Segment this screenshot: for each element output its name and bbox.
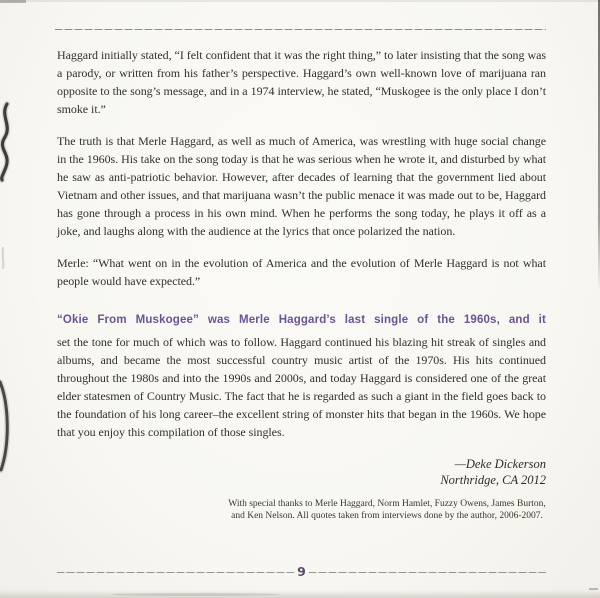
scan-bottom-smudge bbox=[110, 593, 280, 596]
scan-bottomright-mark bbox=[589, 588, 598, 590]
scan-topleft-mark bbox=[0, 0, 26, 3]
footer-rule-right bbox=[309, 572, 546, 573]
text-column bbox=[57, 46, 546, 522]
left-faint-streak bbox=[3, 248, 4, 268]
acknowledgements-line1: With special thanks to Merle Haggard, Norm Hamlet, Fuzzy Owens, James Burton, bbox=[228, 499, 546, 509]
signature-location: Northridge, CA 2012 bbox=[440, 472, 546, 487]
scan-left-edge-marks bbox=[0, 0, 16, 598]
left-squiggle-echo bbox=[2, 104, 8, 180]
scan-top-edge-shadow bbox=[0, 0, 600, 2]
paragraph-merle-quote: Merle: “What went on in the evolution of America and the evolution of Merle Haggard is not what people would have expected.” bbox=[57, 256, 546, 288]
paragraph-haggard-initially: Haggard initially stated, “I felt confident that it was the right thing,” to later insisting that the song was a parody, or written from his father’s perspective. Haggard’s own well-known love of marijuana ran opposite to the song’s message, and in a 1974 interview, he stated, “Muskogee is the only place I don’t smoke it.” bbox=[57, 48, 546, 116]
signature-name: —Deke Dickerson bbox=[454, 457, 546, 471]
left-arc-mark bbox=[0, 382, 7, 470]
author-signature bbox=[57, 457, 546, 488]
paragraph-highlight-rest: set the tone for much of which was to follow. Haggard continued his blazing hit streak of singles and albums, and became the most successful country music artist of the 1970s. His hits continued throughout the 1980s and into the 1990s and 2000s, and today Haggard is considered one of the great elder statesmen of Country Music. The fact that he is regarded as such a giant in the field goes back to the foundation of his long career–the excellent string of monster hits that began in the 1960s. We hope that you enjoy this compilation of those singles. bbox=[57, 335, 546, 439]
page-number: 9 bbox=[297, 564, 306, 579]
scan-bottom-shadow bbox=[0, 590, 600, 598]
top-rule bbox=[55, 29, 546, 30]
acknowledgements-line2: and Ken Nelson. All quotes taken from interviews done by the author, 2006-2007. bbox=[231, 511, 543, 521]
left-arc-echo bbox=[0, 382, 7, 470]
footer-rule-left bbox=[57, 572, 294, 573]
footer bbox=[57, 565, 546, 579]
highlight-lead-line: “Okie From Muskogee” was Merle Haggard’s last single of the 1960s, and it bbox=[57, 314, 546, 326]
left-squiggle-mark bbox=[2, 104, 8, 180]
paragraph-the-truth: The truth is that Merle Haggard, as well as much of America, was wrestling with huge social change in the 1960s. His take on the song today is that he was serious when he wrote it, and disturbed by what he saw as anti-patriotic behavior. However, after decades of learning that the government lied about Vietnam and other issues, and that marijuana wasn’t the public menace it was made out to be, Haggard has gone through a process in his own mind. When he performs the song today, he plays it off as a joke, and laughs along with the audience at the lyrics that once polarized the nation. bbox=[57, 134, 546, 238]
acknowledgements bbox=[217, 498, 557, 522]
